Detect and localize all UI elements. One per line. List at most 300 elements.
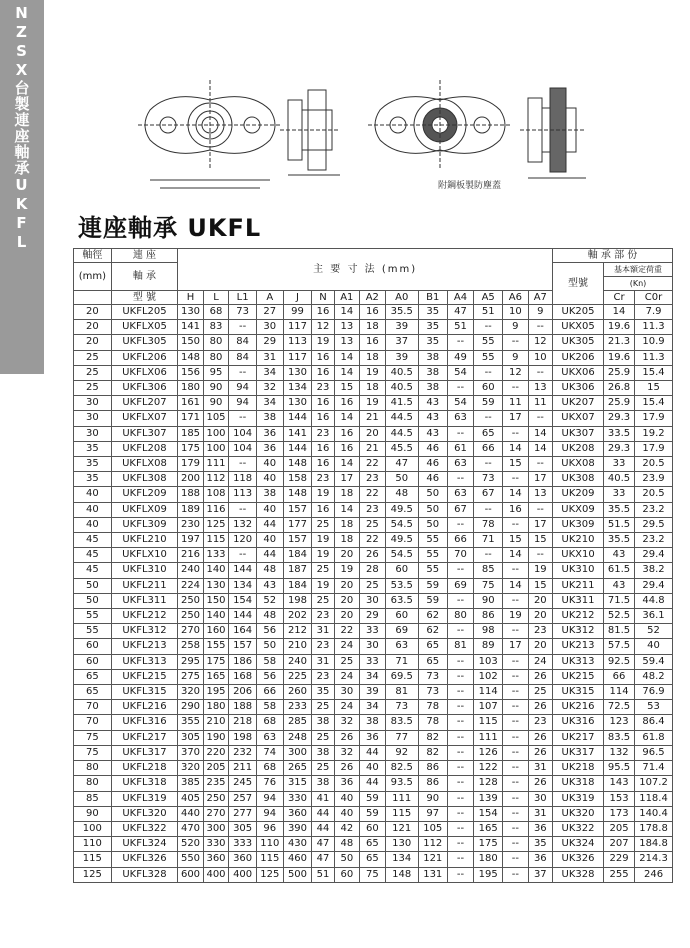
table-cell: 207: [604, 837, 635, 852]
table-cell: 59: [360, 806, 386, 821]
table-cell: 60: [385, 563, 418, 578]
table-cell: 148: [178, 350, 204, 365]
table-cell: 40: [74, 502, 112, 517]
table-row: [74, 578, 673, 593]
table-cell: 245: [229, 776, 257, 791]
table-cell: 50: [418, 502, 447, 517]
table-cell: 38: [312, 776, 334, 791]
table-cell: 75: [474, 578, 503, 593]
table-row: [74, 441, 673, 456]
table-cell: 15: [334, 381, 360, 396]
table-cell: 45.5: [385, 441, 418, 456]
table-cell: 20: [334, 578, 360, 593]
table-cell: 44: [256, 548, 283, 563]
table-cell: 38: [256, 487, 283, 502]
table-cell: UKFL318: [111, 776, 178, 791]
table-cell: 132: [229, 517, 257, 532]
table-cell: 16: [312, 502, 334, 517]
table-cell: 35.5: [604, 533, 635, 548]
table-cell: 158: [283, 472, 312, 487]
table-cell: 60: [385, 609, 418, 624]
table-cell: 35.5: [604, 502, 635, 517]
table-cell: 50: [256, 639, 283, 654]
table-cell: 134: [385, 852, 418, 867]
table-cell: 277: [229, 806, 257, 821]
table-cell: 25: [312, 563, 334, 578]
table-cell: 16: [360, 335, 386, 350]
table-cell: 66: [256, 685, 283, 700]
table-cell: 265: [283, 761, 312, 776]
header-unit-line1: 連 座: [111, 249, 178, 263]
table-row: [74, 715, 673, 730]
table-cell: 38.2: [635, 563, 673, 578]
table-cell: 21: [360, 441, 386, 456]
table-cell: --: [447, 335, 474, 350]
table-cell: 40: [256, 457, 283, 472]
table-cell: 29: [360, 609, 386, 624]
table-cell: 113: [229, 487, 257, 502]
table-cell: --: [474, 411, 503, 426]
table-cell: 54: [447, 396, 474, 411]
table-cell: 13: [528, 487, 552, 502]
table-cell: 26: [528, 745, 552, 760]
table-cell: 17: [528, 472, 552, 487]
table-cell: 33.5: [604, 426, 635, 441]
table-cell: 59: [418, 578, 447, 593]
table-cell: --: [447, 806, 474, 821]
header-dim-a5: A5: [474, 291, 503, 305]
table-cell: UKFL215: [111, 669, 178, 684]
table-cell: 39: [360, 685, 386, 700]
table-cell: 83: [203, 320, 229, 335]
table-cell: 257: [229, 791, 257, 806]
table-cell: 232: [229, 745, 257, 760]
table-cell: 270: [178, 624, 204, 639]
header-dim-a4: A4: [447, 291, 474, 305]
table-cell: 58: [256, 654, 283, 669]
table-cell: 20: [528, 593, 552, 608]
table-cell: 60: [74, 654, 112, 669]
table-cell: 23: [360, 502, 386, 517]
table-cell: 54.5: [385, 548, 418, 563]
table-cell: 63: [385, 639, 418, 654]
table-cell: 94: [256, 806, 283, 821]
table-cell: 14: [528, 426, 552, 441]
table-cell: --: [503, 821, 529, 836]
table-cell: 22: [360, 457, 386, 472]
table-cell: 35: [312, 685, 334, 700]
table-cell: UK308: [553, 472, 604, 487]
table-cell: 23: [312, 609, 334, 624]
table-row: [74, 365, 673, 380]
table-cell: 29: [256, 335, 283, 350]
table-cell: --: [503, 715, 529, 730]
table-cell: 29.5: [635, 517, 673, 532]
table-cell: 185: [178, 426, 204, 441]
table-cell: 65: [74, 669, 112, 684]
table-cell: 305: [178, 730, 204, 745]
table-cell: 25: [334, 654, 360, 669]
table-row: [74, 563, 673, 578]
table-cell: UK212: [553, 609, 604, 624]
table-cell: 25: [312, 730, 334, 745]
table-cell: 13: [528, 381, 552, 396]
table-row: [74, 472, 673, 487]
table-cell: 44: [312, 806, 334, 821]
table-cell: 218: [229, 715, 257, 730]
table-cell: 184: [283, 548, 312, 563]
table-cell: UKFL319: [111, 791, 178, 806]
table-cell: UKFL316: [111, 715, 178, 730]
table-cell: 19: [360, 365, 386, 380]
table-cell: 19: [312, 533, 334, 548]
table-cell: 86: [418, 776, 447, 791]
table-cell: 62: [418, 609, 447, 624]
table-cell: UK324: [553, 837, 604, 852]
table-cell: UKFL309: [111, 517, 178, 532]
table-row: [74, 761, 673, 776]
table-row: [74, 457, 673, 472]
table-cell: 80: [74, 761, 112, 776]
table-cell: 26: [360, 548, 386, 563]
table-cell: 90: [74, 806, 112, 821]
table-cell: 94: [229, 381, 257, 396]
table-cell: 198: [283, 593, 312, 608]
table-cell: 305: [229, 821, 257, 836]
table-cell: 125: [203, 517, 229, 532]
table-cell: 198: [229, 730, 257, 745]
table-cell: 225: [283, 669, 312, 684]
table-cell: 165: [203, 669, 229, 684]
table-cell: 360: [203, 852, 229, 867]
table-cell: UK307: [553, 426, 604, 441]
table-cell: UK210: [553, 533, 604, 548]
table-cell: 600: [178, 867, 204, 882]
table-cell: UKFL216: [111, 700, 178, 715]
technical-drawing-svg: [130, 70, 600, 195]
table-cell: 41: [312, 791, 334, 806]
table-row: [74, 305, 673, 320]
table-cell: 200: [178, 472, 204, 487]
table-cell: 59.4: [635, 654, 673, 669]
table-cell: 154: [474, 806, 503, 821]
table-cell: 165: [474, 821, 503, 836]
table-cell: 9: [503, 350, 529, 365]
table-cell: 290: [178, 700, 204, 715]
table-cell: 125: [74, 867, 112, 882]
table-cell: --: [474, 365, 503, 380]
table-cell: 54.5: [385, 517, 418, 532]
table-cell: 30: [360, 593, 386, 608]
header-blank: [74, 291, 112, 305]
table-cell: 19: [528, 563, 552, 578]
table-cell: 44.8: [635, 593, 673, 608]
header-dim-l: L: [203, 291, 229, 305]
table-cell: 24: [334, 639, 360, 654]
table-cell: 40: [74, 487, 112, 502]
table-cell: 20: [528, 609, 552, 624]
table-cell: 17: [503, 639, 529, 654]
table-cell: 40: [635, 639, 673, 654]
table-cell: 400: [203, 867, 229, 882]
table-cell: 205: [203, 761, 229, 776]
table-cell: 130: [283, 396, 312, 411]
table-cell: UK315: [553, 685, 604, 700]
table-cell: 19: [360, 396, 386, 411]
table-cell: --: [447, 730, 474, 745]
table-cell: 19: [312, 548, 334, 563]
table-cell: --: [528, 548, 552, 563]
table-cell: 75: [74, 730, 112, 745]
table-cell: 25.9: [604, 365, 635, 380]
table-cell: 26: [334, 761, 360, 776]
table-cell: 50: [385, 472, 418, 487]
table-cell: 41.5: [385, 396, 418, 411]
table-cell: 220: [203, 745, 229, 760]
table-cell: 24: [334, 669, 360, 684]
table-cell: 83.5: [604, 730, 635, 745]
table-cell: 35: [418, 305, 447, 320]
table-cell: 111: [385, 791, 418, 806]
table-cell: UK207: [553, 396, 604, 411]
table-cell: --: [503, 624, 529, 639]
table-cell: UKFL312: [111, 624, 178, 639]
table-cell: 30: [74, 396, 112, 411]
table-cell: 55: [418, 563, 447, 578]
table-cell: 156: [178, 365, 204, 380]
table-row: [74, 350, 673, 365]
table-cell: 55: [418, 533, 447, 548]
table-cell: 300: [203, 821, 229, 836]
table-cell: 248: [283, 730, 312, 745]
table-cell: 15: [635, 381, 673, 396]
table-cell: UK306: [553, 381, 604, 396]
table-cell: UK326: [553, 852, 604, 867]
table-cell: 224: [178, 578, 204, 593]
table-cell: 70: [74, 715, 112, 730]
table-cell: 112: [203, 472, 229, 487]
table-cell: 32: [256, 381, 283, 396]
table-cell: 50: [74, 578, 112, 593]
table-cell: 52.5: [604, 609, 635, 624]
table-cell: --: [447, 776, 474, 791]
table-cell: 66: [604, 669, 635, 684]
header-dim-h: H: [178, 291, 204, 305]
table-cell: 14: [334, 305, 360, 320]
table-cell: 355: [178, 715, 204, 730]
table-cell: 115: [256, 852, 283, 867]
table-cell: 92: [385, 745, 418, 760]
table-cell: UKFL209: [111, 487, 178, 502]
table-row: [74, 502, 673, 517]
table-cell: 205: [604, 821, 635, 836]
table-cell: 82: [418, 745, 447, 760]
side-banner-text: NZSX台製連座軸承UKFL: [12, 4, 31, 252]
table-cell: 56: [256, 669, 283, 684]
table-cell: 23.9: [635, 472, 673, 487]
table-cell: 173: [604, 806, 635, 821]
table-cell: 333: [229, 837, 257, 852]
table-cell: 45: [74, 533, 112, 548]
table-cell: 78: [474, 517, 503, 532]
table-row: [74, 669, 673, 684]
table-cell: 105: [418, 821, 447, 836]
table-cell: --: [229, 502, 257, 517]
table-cell: UK217: [553, 730, 604, 745]
table-cell: 35: [74, 457, 112, 472]
table-cell: 21.3: [604, 335, 635, 350]
table-cell: 23: [312, 381, 334, 396]
table-cell: 16: [312, 396, 334, 411]
table-cell: 123: [604, 715, 635, 730]
table-cell: UK319: [553, 791, 604, 806]
table-cell: 55: [418, 548, 447, 563]
table-cell: 20.5: [635, 487, 673, 502]
table-cell: 43: [604, 578, 635, 593]
table-cell: UK213: [553, 639, 604, 654]
table-cell: 195: [203, 685, 229, 700]
table-cell: 69: [385, 624, 418, 639]
table-cell: 55: [474, 350, 503, 365]
table-cell: 114: [474, 685, 503, 700]
table-cell: UKFL317: [111, 745, 178, 760]
table-cell: 18: [360, 350, 386, 365]
table-cell: 58: [256, 700, 283, 715]
table-row: [74, 791, 673, 806]
table-cell: 20: [360, 426, 386, 441]
table-cell: 9: [528, 305, 552, 320]
table-cell: 15: [528, 578, 552, 593]
header-dim-a0: A0: [385, 291, 418, 305]
table-cell: 120: [229, 533, 257, 548]
table-cell: UKX07: [553, 411, 604, 426]
table-cell: 114: [604, 685, 635, 700]
table-cell: 30: [528, 791, 552, 806]
table-cell: 96.5: [635, 745, 673, 760]
table-cell: 25: [312, 700, 334, 715]
table-cell: UK311: [553, 593, 604, 608]
table-row: [74, 609, 673, 624]
table-row: [74, 806, 673, 821]
table-cell: UK205: [553, 305, 604, 320]
table-cell: 19: [503, 609, 529, 624]
table-cell: 44: [256, 517, 283, 532]
table-cell: 40: [256, 502, 283, 517]
table-cell: UKX05: [553, 320, 604, 335]
table-cell: 25: [74, 350, 112, 365]
table-cell: --: [447, 563, 474, 578]
table-cell: 25: [74, 365, 112, 380]
table-cell: 47: [385, 457, 418, 472]
table-cell: --: [528, 457, 552, 472]
table-cell: 52: [256, 593, 283, 608]
table-cell: 38: [312, 745, 334, 760]
table-row: [74, 654, 673, 669]
header-cor: C0r: [635, 291, 673, 305]
table-cell: 160: [203, 624, 229, 639]
table-cell: 14: [334, 502, 360, 517]
table-cell: 38: [312, 715, 334, 730]
table-cell: 60: [74, 639, 112, 654]
table-cell: UKFL308: [111, 472, 178, 487]
table-cell: 63: [256, 730, 283, 745]
table-cell: UK312: [553, 624, 604, 639]
table-cell: UKFL322: [111, 821, 178, 836]
table-row: [74, 730, 673, 745]
table-cell: --: [447, 685, 474, 700]
table-cell: UK328: [553, 867, 604, 882]
table-cell: 54: [447, 365, 474, 380]
table-cell: 115: [385, 806, 418, 821]
table-cell: 140: [203, 563, 229, 578]
header-basic-load: 基本額定荷重: [604, 263, 673, 277]
table-cell: 46: [418, 472, 447, 487]
table-cell: 184.8: [635, 837, 673, 852]
table-cell: 24: [334, 700, 360, 715]
table-cell: UK216: [553, 700, 604, 715]
table-cell: 25: [360, 517, 386, 532]
table-cell: 143: [604, 776, 635, 791]
table-cell: 30: [360, 639, 386, 654]
table-cell: 65: [418, 639, 447, 654]
table-row: [74, 533, 673, 548]
table-cell: 75: [74, 745, 112, 760]
table-cell: 23: [312, 426, 334, 441]
table-cell: 44.5: [385, 426, 418, 441]
table-cell: --: [503, 837, 529, 852]
table-cell: UKFL217: [111, 730, 178, 745]
table-cell: 131: [418, 867, 447, 882]
table-cell: 90: [474, 593, 503, 608]
table-cell: 130: [178, 305, 204, 320]
table-cell: 40: [256, 472, 283, 487]
spec-table: [73, 248, 673, 883]
table-cell: 59: [360, 791, 386, 806]
table-cell: --: [503, 517, 529, 532]
table-cell: 76: [256, 776, 283, 791]
table-cell: UKFL206: [111, 350, 178, 365]
table-cell: 95.5: [604, 761, 635, 776]
drawing-caption: 附鋼板製防塵蓋: [438, 181, 502, 191]
table-cell: 19.6: [604, 320, 635, 335]
table-cell: 275: [178, 669, 204, 684]
table-cell: 18: [334, 487, 360, 502]
table-cell: 17: [528, 517, 552, 532]
table-cell: --: [447, 791, 474, 806]
table-cell: 38: [256, 411, 283, 426]
table-cell: 30: [74, 426, 112, 441]
table-cell: UKFL320: [111, 806, 178, 821]
table-cell: UKX09: [553, 502, 604, 517]
table-cell: 63.5: [385, 593, 418, 608]
table-cell: 132: [604, 745, 635, 760]
table-cell: 139: [474, 791, 503, 806]
header-main-dims: 主 要 寸 法 (mm): [178, 249, 553, 291]
table-cell: --: [503, 593, 529, 608]
table-cell: 62: [418, 624, 447, 639]
table-cell: 14: [334, 457, 360, 472]
table-cell: 148: [385, 867, 418, 882]
table-cell: 270: [203, 806, 229, 821]
table-cell: 90: [203, 396, 229, 411]
header-model-no: 型 號: [111, 291, 178, 305]
table-cell: --: [447, 837, 474, 852]
table-cell: 90: [418, 791, 447, 806]
table-cell: 115: [74, 852, 112, 867]
header-bearing-parts: 軸 承 部 份: [553, 249, 673, 263]
table-cell: 45: [74, 548, 112, 563]
table-cell: 117: [283, 350, 312, 365]
